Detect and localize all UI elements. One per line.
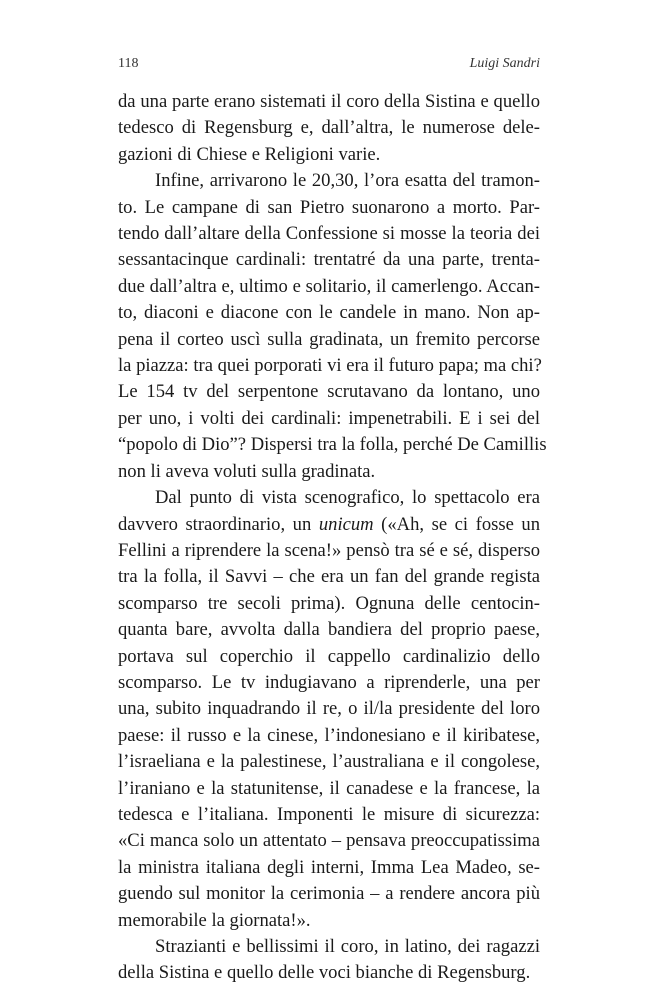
paragraph-4 xyxy=(118,934,540,987)
text-line: scomparso tre secoli prima). Ognuna delle centocin- xyxy=(118,592,540,614)
body-text xyxy=(118,89,547,987)
text-line: sessantacinque cardinali: trentatré da una parte, trenta- xyxy=(118,249,540,271)
text-line: Dal punto di vista scenografico, lo spettacolo era xyxy=(155,487,540,509)
text-line: «Ci manca solo un attentato – pensava preoccupatissima xyxy=(118,830,540,852)
text-line: scomparso. Le tv indugiavano a riprenderle, una per xyxy=(118,671,540,693)
text-line: paese: il russo e la cinese, l’indonesiano e il kiribatese, xyxy=(118,724,540,746)
italic-term: unicum xyxy=(318,513,374,535)
paragraph-3 xyxy=(118,485,540,934)
paragraph-2 xyxy=(118,168,547,485)
text-line: tra la folla, il Savvi – che era un fan del grande regista xyxy=(118,566,540,588)
text-fragment: («Ah, se ci fosse un xyxy=(373,513,541,535)
text-line: della Sistina e quello delle voci bianche di Regensburg. xyxy=(118,962,531,984)
text-line: per uno, i volti dei cardinali: impenetrabili. E i sei del xyxy=(118,407,540,429)
text-line: non li aveva voluti sulla gradinata. xyxy=(118,460,376,482)
text-line: da una parte erano sistemati il coro della Sistina e quello xyxy=(118,91,540,112)
text-line: due dall’altra e, ultimo e solitario, il camerlengo. Accan- xyxy=(118,275,540,297)
text-line: Le 154 tv del serpentone scrutavano da lontano, uno xyxy=(118,381,540,403)
text-line: l’israeliana e la palestinese, l’australiana e il congolese, xyxy=(118,751,540,773)
running-head-author: Luigi Sandri xyxy=(469,56,540,71)
text-line: Strazianti e bellissimi il coro, in latino, dei ragazzi xyxy=(155,936,540,957)
text-line: una, subito inquadrando il re, o il/la presidente del loro xyxy=(118,698,540,720)
page-header xyxy=(118,56,540,76)
text-line: tedesco di Regensburg e, dall’altra, le numerose dele- xyxy=(118,117,540,139)
text-line: tendo dall’altare della Confessione si mosse la teoria dei xyxy=(118,223,540,245)
text-line: Infine, arrivarono le 20,30, l’ora esatta del tramon- xyxy=(155,170,540,192)
text-line: to, diaconi e diacone con le candele in mano. Non ap- xyxy=(118,302,540,324)
text-line: memorabile la giornata!». xyxy=(118,909,311,931)
text-line-with-italic xyxy=(118,512,540,538)
text-line: la piazza: tra quei porporati vi era il futuro papa; ma chi? xyxy=(118,355,542,377)
text-line: “popolo di Dio”? Dispersi tra la folla, perché De Camillis xyxy=(118,434,547,456)
text-line: tedesca e l’italiana. Imponenti le misure di sicurezza: xyxy=(118,803,540,825)
text-fragment: davvero straordinario, un xyxy=(118,513,319,535)
text-line: l’iraniano e la statunitense, il canadese e la francese, la xyxy=(118,777,540,799)
text-line: la ministra italiana degli interni, Imma Lea Madeo, se- xyxy=(118,856,540,878)
text-line: gazioni di Chiese e Religioni varie. xyxy=(118,143,381,165)
text-line: quanta bare, avvolta dalla bandiera del proprio paese, xyxy=(118,619,540,641)
text-line: pena il corteo uscì sulla gradinata, un fremito percorse xyxy=(118,328,540,350)
text-line: Fellini a riprendere la scena!» pensò tra sé e sé, disperso xyxy=(118,539,540,561)
text-line: guendo sul monitor la cerimonia – a rendere ancora più xyxy=(118,883,540,905)
paragraph-1 xyxy=(118,89,540,168)
text-line: portava sul coperchio il cappello cardinalizio dello xyxy=(118,645,540,667)
page-number: 118 xyxy=(118,56,139,71)
text-line: to. Le campane di san Pietro suonarono a morto. Par- xyxy=(118,196,540,218)
